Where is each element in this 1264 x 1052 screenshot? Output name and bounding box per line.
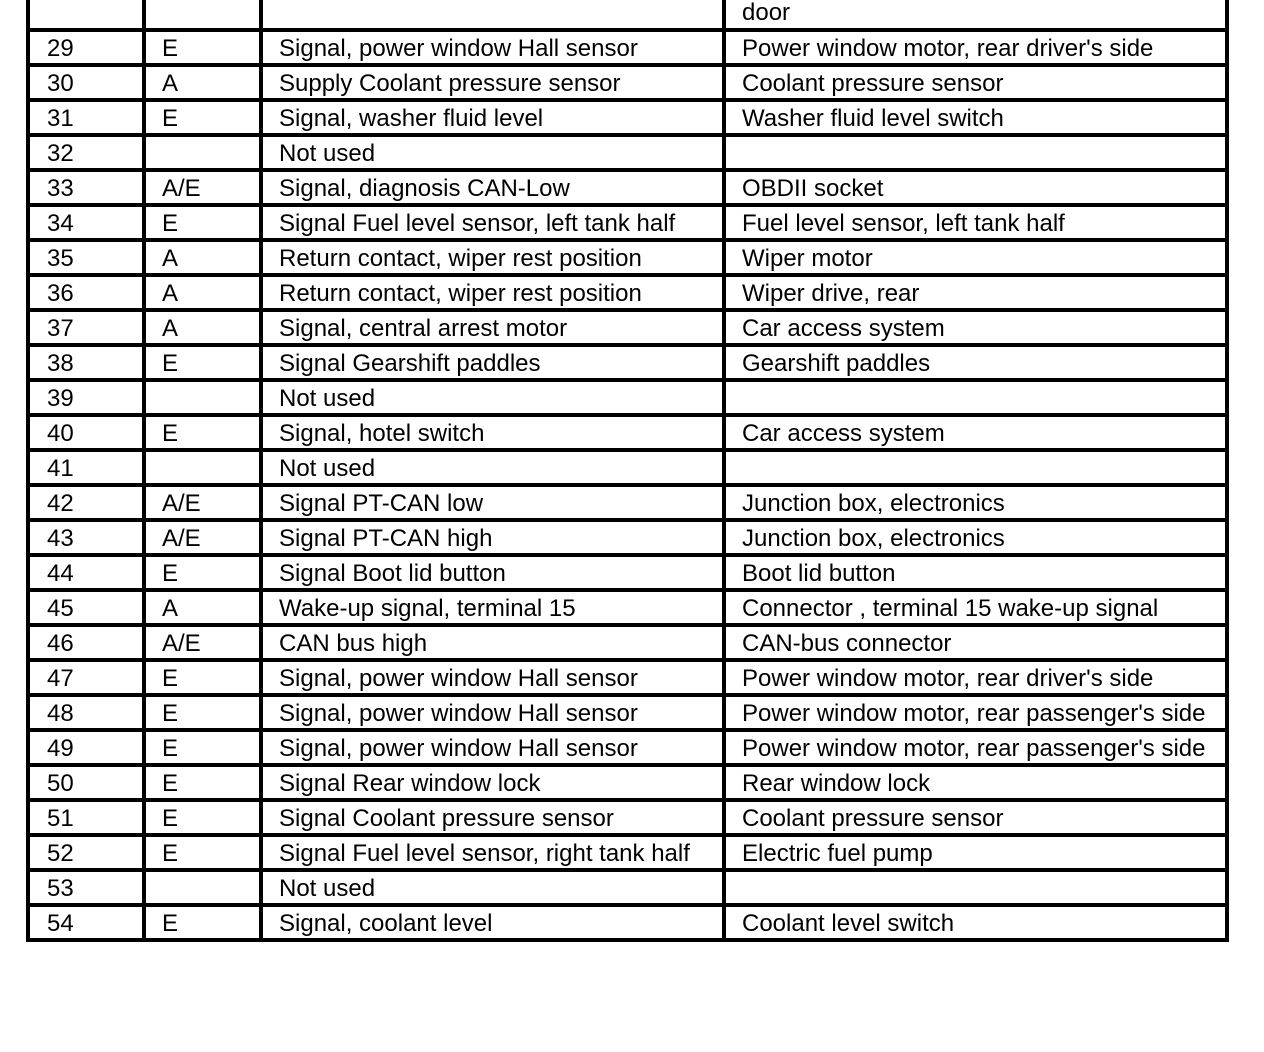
pin-cell: 44: [28, 555, 144, 590]
pin-cell: 32: [28, 135, 144, 170]
component-cell: [724, 450, 1227, 485]
table-row: [28, 870, 1227, 905]
description-cell: Signal Coolant pressure sensor: [261, 800, 724, 835]
table-row: [28, 415, 1227, 450]
type-cell: E: [144, 660, 261, 695]
table-row: [28, 170, 1227, 205]
pin-cell: 49: [28, 730, 144, 765]
description-cell: Signal, diagnosis CAN-Low: [261, 170, 724, 205]
description-cell: Wake-up signal, terminal 15: [261, 590, 724, 625]
type-cell: [144, 450, 261, 485]
type-cell: E: [144, 695, 261, 730]
component-cell: [724, 870, 1227, 905]
component-cell: [724, 135, 1227, 170]
component-cell: Fuel level sensor, left tank half: [724, 205, 1227, 240]
table-row: [28, 905, 1227, 940]
table-row: [28, 345, 1227, 380]
description-cell: Not used: [261, 135, 724, 170]
pin-cell: 29: [28, 30, 144, 65]
pin-cell: 41: [28, 450, 144, 485]
type-cell: A/E: [144, 485, 261, 520]
component-cell: Coolant level switch: [724, 905, 1227, 940]
component-cell: door: [724, 0, 1227, 30]
component-cell: Power window motor, rear driver's side: [724, 30, 1227, 65]
type-cell: E: [144, 765, 261, 800]
type-cell: A: [144, 275, 261, 310]
component-cell: Connector , terminal 15 wake-up signal: [724, 590, 1227, 625]
description-cell: Not used: [261, 450, 724, 485]
pin-cell: 53: [28, 870, 144, 905]
pin-cell: 43: [28, 520, 144, 555]
description-cell: Signal, central arrest motor: [261, 310, 724, 345]
component-cell: CAN-bus connector: [724, 625, 1227, 660]
description-cell: Not used: [261, 870, 724, 905]
description-cell: Supply Coolant pressure sensor: [261, 65, 724, 100]
type-cell: A: [144, 310, 261, 345]
component-cell: Electric fuel pump: [724, 835, 1227, 870]
component-cell: Gearshift paddles: [724, 345, 1227, 380]
description-cell: Signal, power window Hall sensor: [261, 660, 724, 695]
pin-cell: 38: [28, 345, 144, 380]
pin-cell: 31: [28, 100, 144, 135]
table-row: [28, 380, 1227, 415]
pin-assignment-table: [26, 0, 1229, 942]
description-cell: [261, 0, 724, 30]
table-row: [28, 450, 1227, 485]
table-row: [28, 240, 1227, 275]
pin-cell: 40: [28, 415, 144, 450]
type-cell: E: [144, 100, 261, 135]
type-cell: E: [144, 835, 261, 870]
pin-cell: 54: [28, 905, 144, 940]
description-cell: Signal Rear window lock: [261, 765, 724, 800]
type-cell: E: [144, 730, 261, 765]
type-cell: E: [144, 30, 261, 65]
pin-cell: 51: [28, 800, 144, 835]
pin-cell: 50: [28, 765, 144, 800]
pin-cell: 30: [28, 65, 144, 100]
type-cell: [144, 380, 261, 415]
description-cell: Return contact, wiper rest position: [261, 275, 724, 310]
description-cell: Signal Boot lid button: [261, 555, 724, 590]
type-cell: E: [144, 800, 261, 835]
pin-cell: 39: [28, 380, 144, 415]
pin-cell: 36: [28, 275, 144, 310]
component-cell: Power window motor, rear driver's side: [724, 660, 1227, 695]
type-cell: E: [144, 555, 261, 590]
description-cell: Signal, washer fluid level: [261, 100, 724, 135]
description-cell: Signal, power window Hall sensor: [261, 30, 724, 65]
component-cell: Power window motor, rear passenger's side: [724, 730, 1227, 765]
description-cell: Signal, power window Hall sensor: [261, 730, 724, 765]
table-row: [28, 275, 1227, 310]
component-cell: Wiper motor: [724, 240, 1227, 275]
type-cell: E: [144, 415, 261, 450]
type-cell: [144, 135, 261, 170]
component-cell: Coolant pressure sensor: [724, 65, 1227, 100]
table-row: [28, 310, 1227, 345]
table-row: [28, 590, 1227, 625]
table-row: [28, 100, 1227, 135]
table-row: [28, 0, 1227, 30]
table-row: [28, 660, 1227, 695]
component-cell: Car access system: [724, 310, 1227, 345]
pin-cell: [28, 0, 144, 30]
table-row: [28, 835, 1227, 870]
description-cell: Signal, power window Hall sensor: [261, 695, 724, 730]
table-row: [28, 800, 1227, 835]
table-row: [28, 30, 1227, 65]
pin-cell: 34: [28, 205, 144, 240]
type-cell: E: [144, 205, 261, 240]
type-cell: E: [144, 345, 261, 380]
component-cell: Power window motor, rear passenger's side: [724, 695, 1227, 730]
description-cell: Signal, hotel switch: [261, 415, 724, 450]
table-row: [28, 765, 1227, 800]
pin-cell: 47: [28, 660, 144, 695]
pin-cell: 48: [28, 695, 144, 730]
description-cell: Signal PT-CAN high: [261, 520, 724, 555]
description-cell: Return contact, wiper rest position: [261, 240, 724, 275]
table-row: [28, 625, 1227, 660]
description-cell: Signal PT-CAN low: [261, 485, 724, 520]
description-cell: Not used: [261, 380, 724, 415]
table-row: [28, 695, 1227, 730]
component-cell: OBDII socket: [724, 170, 1227, 205]
description-cell: CAN bus high: [261, 625, 724, 660]
pin-cell: 46: [28, 625, 144, 660]
type-cell: A: [144, 240, 261, 275]
table-body: [28, 0, 1227, 940]
description-cell: Signal, coolant level: [261, 905, 724, 940]
component-cell: Junction box, electronics: [724, 520, 1227, 555]
type-cell: A/E: [144, 520, 261, 555]
table-row: [28, 135, 1227, 170]
table-row: [28, 555, 1227, 590]
table-row: [28, 520, 1227, 555]
pin-cell: 35: [28, 240, 144, 275]
type-cell: E: [144, 905, 261, 940]
table-row: [28, 65, 1227, 100]
component-cell: Rear window lock: [724, 765, 1227, 800]
component-cell: Car access system: [724, 415, 1227, 450]
type-cell: [144, 0, 261, 30]
type-cell: [144, 870, 261, 905]
component-cell: Coolant pressure sensor: [724, 800, 1227, 835]
type-cell: A/E: [144, 625, 261, 660]
component-cell: Boot lid button: [724, 555, 1227, 590]
component-cell: [724, 380, 1227, 415]
component-cell: Junction box, electronics: [724, 485, 1227, 520]
component-cell: Wiper drive, rear: [724, 275, 1227, 310]
description-cell: Signal Gearshift paddles: [261, 345, 724, 380]
pin-cell: 37: [28, 310, 144, 345]
pin-cell: 52: [28, 835, 144, 870]
type-cell: A: [144, 590, 261, 625]
description-cell: Signal Fuel level sensor, right tank half: [261, 835, 724, 870]
pin-cell: 33: [28, 170, 144, 205]
table-row: [28, 485, 1227, 520]
table-row: [28, 205, 1227, 240]
pin-cell: 45: [28, 590, 144, 625]
description-cell: Signal Fuel level sensor, left tank half: [261, 205, 724, 240]
type-cell: A/E: [144, 170, 261, 205]
table-row: [28, 730, 1227, 765]
pin-cell: 42: [28, 485, 144, 520]
type-cell: A: [144, 65, 261, 100]
component-cell: Washer fluid level switch: [724, 100, 1227, 135]
